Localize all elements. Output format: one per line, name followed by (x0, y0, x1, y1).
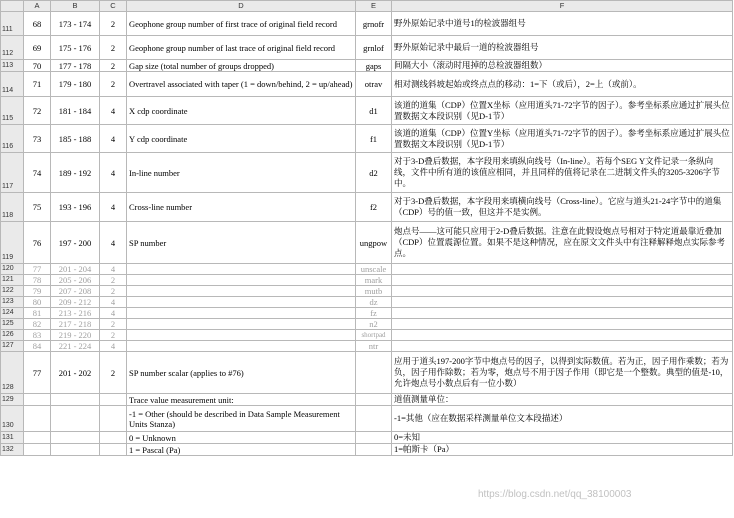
byte-count-cell[interactable]: 2 (100, 275, 127, 286)
table-row (1, 222, 733, 264)
byte-count-cell[interactable]: 2 (100, 36, 127, 60)
byte-range-cell[interactable] (51, 406, 100, 432)
keyword-cell[interactable] (356, 394, 392, 406)
byte-range-cell[interactable] (51, 432, 100, 444)
byte-count-cell[interactable]: 2 (100, 352, 127, 394)
english-description-cell[interactable]: 1 = Pascal (Pa) (127, 444, 356, 456)
byte-count-cell[interactable]: 2 (100, 12, 127, 36)
english-description-cell[interactable]: Cross-line number (127, 193, 356, 222)
chinese-description-cell[interactable]: 道值测量单位： (392, 394, 733, 406)
column-header-c[interactable]: C (100, 1, 127, 12)
english-description-cell[interactable]: 0 = Unknown (127, 432, 356, 444)
chinese-description-cell[interactable]: 对于3-D叠后数据，本字段用来填横向线号（Cross-line）。它应与道头21-24字节中的道集（CDP）号的值一致，但这并不是实例。 (392, 193, 733, 222)
chinese-description-cell[interactable] (392, 341, 733, 352)
english-description-cell[interactable]: In-line number (127, 153, 356, 193)
byte-count-cell[interactable]: 4 (100, 222, 127, 264)
byte-index-cell[interactable]: 79 (24, 286, 51, 297)
keyword-cell[interactable]: grnofr (356, 12, 392, 36)
row-number[interactable]: 112 (1, 36, 24, 60)
row-number[interactable]: 120 (1, 264, 24, 275)
table-row (1, 352, 733, 394)
byte-count-cell[interactable]: 4 (100, 97, 127, 125)
table-row (1, 153, 733, 193)
keyword-cell[interactable]: f1 (356, 125, 392, 153)
english-description-cell[interactable]: SP number scalar (applies to #76) (127, 352, 356, 394)
keyword-cell[interactable]: gaps (356, 60, 392, 72)
byte-count-cell[interactable]: 4 (100, 264, 127, 275)
byte-index-cell[interactable]: 70 (24, 60, 51, 72)
column-header-e[interactable]: E (356, 1, 392, 12)
chinese-description-cell[interactable]: 相对测线斜坡起始或终点点的移动：1=下（或后），2=上（或前）。 (392, 72, 733, 97)
english-description-cell[interactable] (127, 308, 356, 319)
byte-range-cell[interactable] (51, 394, 100, 406)
table-row (1, 444, 733, 456)
row-number[interactable]: 123 (1, 297, 24, 308)
english-description-cell[interactable]: Gap size (total number of groups dropped) (127, 60, 356, 72)
chinese-description-cell[interactable] (392, 297, 733, 308)
byte-index-cell[interactable]: 84 (24, 341, 51, 352)
column-header-d[interactable]: D (127, 1, 356, 12)
table-row (1, 341, 733, 352)
table-row (1, 330, 733, 341)
byte-index-cell[interactable]: 76 (24, 222, 51, 264)
chinese-description-cell[interactable]: 野外原始记录中最后一道的检波器组号 (392, 36, 733, 60)
byte-count-cell[interactable] (100, 406, 127, 432)
byte-index-cell[interactable]: 72 (24, 97, 51, 125)
column-header-row (1, 1, 733, 12)
byte-index-cell[interactable]: 83 (24, 330, 51, 341)
column-header-f[interactable]: F (392, 1, 733, 12)
chinese-description-cell[interactable]: 对于3-D叠后数据，本字段用来填纵向线号（In-line）。若每个SEG Y文件记录一条纵向线，文件中所有道的该值应相同，并且同样的值将记录在二进制文件头的3205-3206字节中。 (392, 153, 733, 193)
byte-range-cell[interactable] (51, 444, 100, 456)
byte-range-cell[interactable]: 189 - 192 (51, 153, 100, 193)
english-description-cell[interactable]: Geophone group number of last trace of original field record (127, 36, 356, 60)
byte-count-cell[interactable]: 4 (100, 297, 127, 308)
keyword-cell[interactable]: f2 (356, 193, 392, 222)
row-number[interactable]: 126 (1, 330, 24, 341)
chinese-description-cell[interactable]: 1=帕斯卡（Pa） (392, 444, 733, 456)
table-row (1, 394, 733, 406)
keyword-cell[interactable]: otrav (356, 72, 392, 97)
chinese-description-cell[interactable]: 野外原始记录中道号1的检波器组号 (392, 12, 733, 36)
byte-count-cell[interactable]: 2 (100, 319, 127, 330)
byte-index-cell[interactable]: 77 (24, 264, 51, 275)
byte-index-cell[interactable]: 75 (24, 193, 51, 222)
byte-index-cell[interactable]: 68 (24, 12, 51, 36)
english-description-cell[interactable] (127, 330, 356, 341)
table-row (1, 275, 733, 286)
byte-count-cell[interactable]: 4 (100, 125, 127, 153)
byte-index-cell[interactable]: 77 (24, 352, 51, 394)
keyword-cell[interactable] (356, 352, 392, 394)
byte-range-cell[interactable]: 179 - 180 (51, 72, 100, 97)
byte-count-cell[interactable]: 2 (100, 286, 127, 297)
english-description-cell[interactable]: Trace value measurement unit: (127, 394, 356, 406)
watermark-text: https://blog.csdn.net/qq_38100003 (478, 489, 632, 500)
chinese-description-cell[interactable] (392, 275, 733, 286)
row-number[interactable]: 121 (1, 275, 24, 286)
byte-count-cell[interactable]: 2 (100, 72, 127, 97)
byte-count-cell[interactable]: 4 (100, 153, 127, 193)
byte-range-cell[interactable]: 173 - 174 (51, 12, 100, 36)
byte-range-cell[interactable]: 219 - 220 (51, 330, 100, 341)
keyword-cell[interactable]: dz (356, 297, 392, 308)
chinese-description-cell[interactable] (392, 319, 733, 330)
byte-range-cell[interactable]: 221 - 224 (51, 341, 100, 352)
chinese-description-cell[interactable]: 应用于道头197-200字节中炮点号的因子，以得到实际数值。若为正，因子用作乘数；若为负，因子用作除数；若为零，炮点号不用于因子作用（即它是一个整数。典型的值是-10，允许炮点号小数点后有一位小数） (392, 352, 733, 394)
table-row (1, 406, 733, 432)
chinese-description-cell[interactable]: 该道的道集（CDP）位置X坐标（应用道头71-72字节的因子）。参考坐标系应通过扩展头位置数据文本段识别（见D-1节） (392, 97, 733, 125)
keyword-cell[interactable] (356, 444, 392, 456)
chinese-description-cell[interactable]: 间隔大小（滚动时甩掉的总检波器组数） (392, 60, 733, 72)
keyword-cell[interactable]: grnlof (356, 36, 392, 60)
byte-range-cell[interactable]: 185 - 188 (51, 125, 100, 153)
column-header-a[interactable]: A (24, 1, 51, 12)
chinese-description-cell[interactable]: 炮点号——这可能只应用于2-D叠后数据。注意在此假设炮点号相对于特定道最靠近叠加（CDP）位置震源位置。如果不是这种情况，应在原文文件头中有注释解释炮点实际参考点。 (392, 222, 733, 264)
table-row (1, 319, 733, 330)
keyword-cell[interactable]: d2 (356, 153, 392, 193)
byte-count-cell[interactable]: 4 (100, 308, 127, 319)
byte-range-cell[interactable]: 197 - 200 (51, 222, 100, 264)
row-number[interactable]: 122 (1, 286, 24, 297)
byte-count-cell[interactable]: 4 (100, 341, 127, 352)
english-description-cell[interactable] (127, 341, 356, 352)
corner-cell[interactable] (1, 1, 24, 12)
keyword-cell[interactable]: shortpad (356, 330, 392, 341)
keyword-cell[interactable] (356, 432, 392, 444)
byte-index-cell[interactable]: 71 (24, 72, 51, 97)
chinese-description-cell[interactable]: -1=其他（应在数据采样测量单位文本段描述） (392, 406, 733, 432)
byte-count-cell[interactable] (100, 394, 127, 406)
table-row (1, 308, 733, 319)
row-number[interactable]: 125 (1, 319, 24, 330)
row-number[interactable]: 116 (1, 125, 24, 153)
byte-index-cell[interactable] (24, 432, 51, 444)
column-header-b[interactable]: B (51, 1, 100, 12)
table-row (1, 72, 733, 97)
row-number[interactable]: 115 (1, 97, 24, 125)
english-description-cell[interactable] (127, 297, 356, 308)
english-description-cell[interactable] (127, 286, 356, 297)
keyword-cell[interactable]: unscale (356, 264, 392, 275)
byte-range-cell[interactable]: 205 - 206 (51, 275, 100, 286)
byte-range-cell[interactable]: 209 - 212 (51, 297, 100, 308)
keyword-cell[interactable]: mutb (356, 286, 392, 297)
byte-range-cell[interactable]: 201 - 204 (51, 264, 100, 275)
byte-index-cell[interactable]: 78 (24, 275, 51, 286)
byte-count-cell[interactable]: 2 (100, 330, 127, 341)
english-description-cell[interactable]: Geophone group number of first trace of original field record (127, 12, 356, 36)
chinese-description-cell[interactable]: 该道的道集（CDP）位置Y坐标（应用道头71-72字节的因子）。参考坐标系应通过扩展头位置数据文本段识别（见D-1节） (392, 125, 733, 153)
byte-index-cell[interactable] (24, 406, 51, 432)
row-number[interactable]: 131 (1, 432, 24, 444)
row-number[interactable]: 132 (1, 444, 24, 456)
row-number[interactable]: 129 (1, 394, 24, 406)
keyword-cell[interactable]: mark (356, 275, 392, 286)
english-description-cell[interactable] (127, 264, 356, 275)
byte-range-cell[interactable]: 193 - 196 (51, 193, 100, 222)
table-row (1, 125, 733, 153)
keyword-cell[interactable]: ntr (356, 341, 392, 352)
row-number[interactable]: 113 (1, 60, 24, 72)
byte-index-cell[interactable]: 82 (24, 319, 51, 330)
row-number[interactable]: 111 (1, 12, 24, 36)
english-description-cell[interactable]: SP number (127, 222, 356, 264)
chinese-description-cell[interactable] (392, 264, 733, 275)
keyword-cell[interactable] (356, 406, 392, 432)
english-description-cell[interactable]: X cdp coordinate (127, 97, 356, 125)
byte-range-cell[interactable]: 177 - 178 (51, 60, 100, 72)
table-row (1, 97, 733, 125)
table-row (1, 286, 733, 297)
table-row (1, 297, 733, 308)
english-description-cell[interactable]: Y cdp coordinate (127, 125, 356, 153)
byte-index-cell[interactable]: 73 (24, 125, 51, 153)
byte-range-cell[interactable]: 207 - 208 (51, 286, 100, 297)
row-number[interactable]: 119 (1, 222, 24, 264)
row-number[interactable]: 128 (1, 352, 24, 394)
table-row (1, 193, 733, 222)
keyword-cell[interactable]: ungpow (356, 222, 392, 264)
row-number[interactable]: 114 (1, 72, 24, 97)
byte-count-cell[interactable] (100, 444, 127, 456)
english-description-cell[interactable]: Overtravel associated with taper (1 = down/behind, 2 = up/ahead) (127, 72, 356, 97)
chinese-description-cell[interactable] (392, 330, 733, 341)
row-number[interactable]: 118 (1, 193, 24, 222)
byte-count-cell[interactable]: 2 (100, 60, 127, 72)
byte-range-cell[interactable]: 201 - 202 (51, 352, 100, 394)
table-row (1, 264, 733, 275)
byte-index-cell[interactable] (24, 394, 51, 406)
row-number[interactable]: 117 (1, 153, 24, 193)
byte-count-cell[interactable]: 4 (100, 193, 127, 222)
byte-index-cell[interactable]: 80 (24, 297, 51, 308)
byte-range-cell[interactable]: 217 - 218 (51, 319, 100, 330)
chinese-description-cell[interactable] (392, 286, 733, 297)
byte-index-cell[interactable] (24, 444, 51, 456)
byte-index-cell[interactable]: 81 (24, 308, 51, 319)
table-row (1, 36, 733, 60)
row-number[interactable]: 127 (1, 341, 24, 352)
row-number[interactable]: 130 (1, 406, 24, 432)
english-description-cell[interactable]: -1 = Other (should be described in Data Sample Measurement Units Stanza) (127, 406, 356, 432)
byte-index-cell[interactable]: 74 (24, 153, 51, 193)
table-row (1, 12, 733, 36)
row-number[interactable]: 124 (1, 308, 24, 319)
byte-count-cell[interactable] (100, 432, 127, 444)
keyword-cell[interactable]: n2 (356, 319, 392, 330)
chinese-description-cell[interactable]: 0=未知 (392, 432, 733, 444)
byte-range-cell[interactable]: 175 - 176 (51, 36, 100, 60)
table-row (1, 60, 733, 72)
keyword-cell[interactable]: d1 (356, 97, 392, 125)
keyword-cell[interactable]: fz (356, 308, 392, 319)
table-row (1, 432, 733, 444)
byte-index-cell[interactable]: 69 (24, 36, 51, 60)
byte-range-cell[interactable]: 181 - 184 (51, 97, 100, 125)
english-description-cell[interactable] (127, 319, 356, 330)
english-description-cell[interactable] (127, 275, 356, 286)
byte-range-cell[interactable]: 213 - 216 (51, 308, 100, 319)
chinese-description-cell[interactable] (392, 308, 733, 319)
